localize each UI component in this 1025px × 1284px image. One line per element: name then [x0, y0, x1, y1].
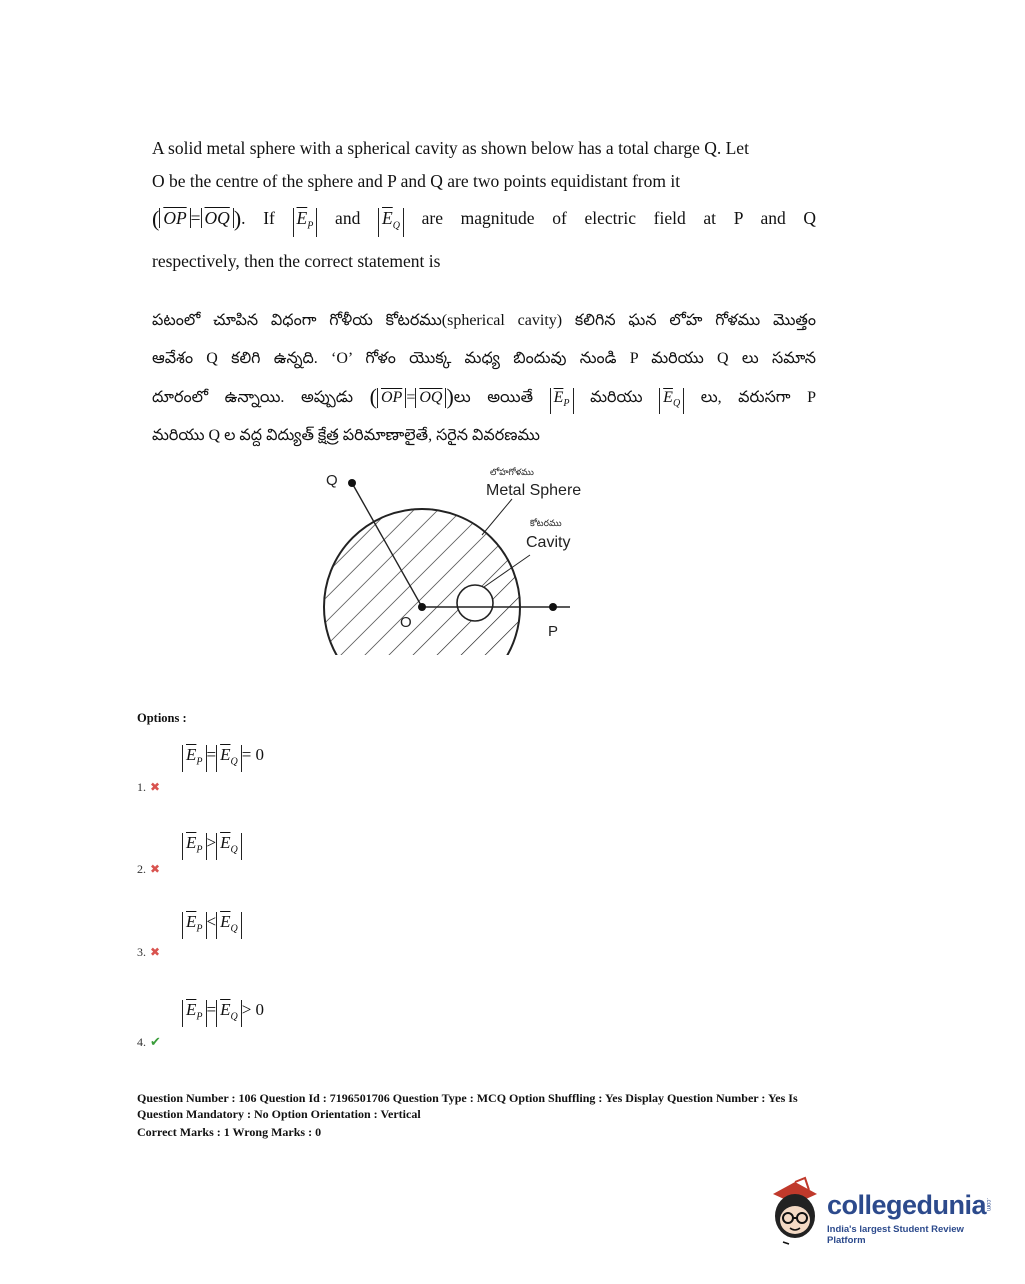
label-cavity-en: Cavity	[526, 534, 571, 551]
option-4-expression: $\overline{E}_P = \overline{E}_Q > 0$	[182, 1000, 264, 1027]
question-english	[152, 132, 816, 278]
collegedunia-logo[interactable]	[765, 1176, 995, 1246]
option-2-expression: $\overline{E}_P > \overline{E}_Q$	[182, 833, 242, 860]
mascot-icon	[765, 1176, 825, 1246]
point-o	[418, 603, 426, 611]
check-icon: ✔	[150, 1034, 161, 1049]
options-title: Options :	[137, 711, 187, 725]
sphere-diagram	[300, 455, 620, 655]
logo-com: .com	[985, 1198, 991, 1212]
question-te-line-1: పటంలో చూపిన విధంగా గోళీయ కోటరము(spherical cavity) కలిగిన ఘన లోహ గోళము మొత్తం	[152, 312, 816, 329]
question-en-line-1: A solid metal sphere with a spherical cavity as shown below has a total charge Q. Let	[152, 138, 749, 158]
leader-sphere	[482, 499, 512, 535]
label-o: O	[400, 614, 412, 631]
question-telugu	[152, 302, 816, 455]
eq-magnitude: $\overline{E}_Q$	[378, 208, 404, 237]
option-1[interactable]: 1. ✖	[137, 780, 161, 794]
sphere-figure	[300, 455, 620, 660]
option-2[interactable]: 2. ✖	[137, 862, 161, 876]
logo-name: collegedunia	[827, 1190, 987, 1220]
logo-tagline: India's largest Student Review Platform	[827, 1224, 964, 1246]
label-q: Q	[326, 472, 338, 489]
question-te-line-4: మరియు Q ల వద్ద విద్యుత్ క్షేత్ర పరిమాణాలైతే, సరైన వివరణము	[152, 427, 540, 444]
question-en-line-3: ( $\overline{OP} = \overline{OQ}$ ). If $\overline{E}_P$ and $\overline{E}_Q$ are magnitude of electric field at P and Q	[152, 202, 816, 237]
option-4[interactable]: 4. ✔	[137, 1034, 161, 1049]
question-en-line-2: O be the centre of the sphere and P and Q are two points equidistant from it	[152, 171, 681, 191]
if-word: If	[263, 208, 275, 228]
meta-line-1: Question Number : 106 Question Id : 7196501706 Question Type : MCQ Option Shuffling : Yes Display Question Number : Yes Is	[137, 1091, 798, 1105]
point-q	[348, 479, 356, 487]
question-en-line-4: respectively, then the correct statement is	[152, 250, 441, 271]
option-3-expression: $\overline{E}_P < \overline{E}_Q$	[182, 912, 242, 939]
option-3[interactable]: 3. ✖	[137, 945, 161, 959]
wrong-icon: ✖	[150, 780, 161, 794]
meta-line-3: Correct Marks : 1 Wrong Marks : 0	[137, 1125, 322, 1139]
label-sphere-en: Metal Sphere	[486, 482, 582, 499]
question-te-line-3: దూరంలో ఉన్నాయి. అప్పుడు ( $\overline{OP} = \overline{OQ}$ )లు అయితే $\overline{E}_P$ మరియు $\overline{E}_Q$ లు, వరుసగా P	[152, 378, 816, 417]
meta-line-2: Question Mandatory : No Option Orientation : Vertical	[137, 1107, 421, 1121]
question-te-line-2: ఆవేశం Q కలిగి ఉన్నది. ‘O’ గోళం యొక్క మధ్య బిందువు నుండి P మరియు Q లు సమాన	[152, 350, 816, 367]
option-1-expression: $\overline{E}_P = \overline{E}_Q = 0$	[182, 745, 264, 772]
ep-magnitude: $\overline{E}_P$	[293, 208, 318, 237]
label-sphere-te: లోహగోళము	[490, 467, 534, 477]
question-meta	[137, 1090, 877, 1140]
wrong-icon: ✖	[150, 862, 161, 876]
wrong-icon: ✖	[150, 945, 161, 959]
label-p: P	[548, 623, 559, 640]
label-cavity-te: కోటరము	[530, 518, 562, 528]
point-p	[549, 603, 557, 611]
